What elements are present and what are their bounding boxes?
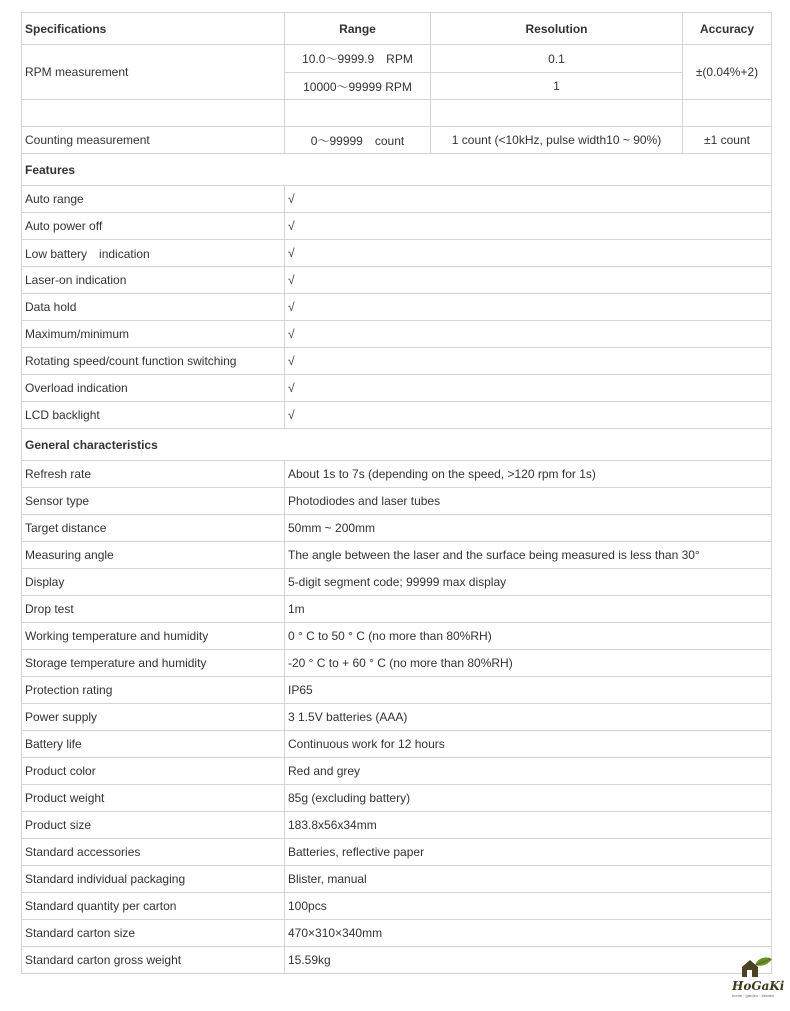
feature-label: Overload indication [22,375,285,402]
general-row [22,569,772,596]
feature-row [22,402,772,429]
general-value: 0 ° C to 50 ° C (no more than 80%RH) [285,623,772,650]
logo-name: HoGaKi [732,979,785,993]
general-value: 5-digit segment code; 99999 max display [285,569,772,596]
general-label: Drop test [22,596,285,623]
general-value: 85g (excluding battery) [285,785,772,812]
blank-row [22,100,772,127]
rpm-range-1: 10.0～9999.9 RPM [285,45,431,73]
feature-label: Auto power off [22,213,285,240]
general-value: Photodiodes and laser tubes [285,488,772,515]
general-label: Product color [22,758,285,785]
general-row [22,947,772,974]
blank-cell [683,100,772,127]
feature-value: √ [285,348,772,375]
general-row [22,461,772,488]
logo-tagline: home · garden · kitchen [732,993,775,998]
general-row [22,839,772,866]
general-label: Storage temperature and humidity [22,650,285,677]
general-label: Protection rating [22,677,285,704]
feature-label: Low battery indication [22,240,285,267]
general-row [22,866,772,893]
general-value: 183.8x56x34mm [285,812,772,839]
general-value: The angle between the laser and the surface being measured is less than 30° [285,542,772,569]
general-label: Battery life [22,731,285,758]
blank-cell [22,100,285,127]
feature-row [22,240,772,267]
feature-value: √ [285,321,772,348]
general-row [22,731,772,758]
general-label: Product size [22,812,285,839]
feature-label: Data hold [22,294,285,321]
feature-value: √ [285,402,772,429]
general-row [22,893,772,920]
feature-label: Auto range [22,186,285,213]
feature-row [22,294,772,321]
feature-value: √ [285,213,772,240]
feature-value: √ [285,267,772,294]
general-value: 15.59kg [285,947,772,974]
general-row [22,488,772,515]
feature-row [22,213,772,240]
general-label: Standard carton size [22,920,285,947]
general-value: Batteries, reflective paper [285,839,772,866]
counting-accuracy: ±1 count [683,127,772,154]
rpm-row-1 [22,45,772,73]
features-title: Features [22,154,772,186]
general-label: Standard carton gross weight [22,947,285,974]
header-row [22,13,772,45]
header-accuracy: Accuracy [683,13,772,45]
feature-row [22,375,772,402]
general-label: Working temperature and humidity [22,623,285,650]
general-value: IP65 [285,677,772,704]
general-row [22,515,772,542]
feature-label: Laser-on indication [22,267,285,294]
feature-value: √ [285,294,772,321]
general-title: General characteristics [22,429,772,461]
general-label: Product weight [22,785,285,812]
general-value: About 1s to 7s (depending on the speed, >120 rpm for 1s) [285,461,772,488]
general-value: Blister, manual [285,866,772,893]
counting-range: 0～99999 count [285,127,431,154]
spec-table [21,12,772,974]
feature-row [22,321,772,348]
general-row [22,542,772,569]
rpm-accuracy: ±(0.04%+2) [683,45,772,100]
general-label: Sensor type [22,488,285,515]
general-value: 470×310×340mm [285,920,772,947]
general-row [22,650,772,677]
blank-cell [285,100,431,127]
general-row [22,596,772,623]
general-row [22,758,772,785]
counting-row [22,127,772,154]
rpm-range-2: 10000～99999 RPM [285,73,431,100]
hogaki-logo [728,955,788,1001]
general-value: 1m [285,596,772,623]
header-resolution: Resolution [431,13,683,45]
general-section-row [22,429,772,461]
general-row [22,677,772,704]
general-label: Standard individual packaging [22,866,285,893]
blank-cell [431,100,683,127]
feature-value: √ [285,240,772,267]
general-value: 100pcs [285,893,772,920]
counting-label: Counting measurement [22,127,285,154]
general-value: Red and grey [285,758,772,785]
feature-row [22,186,772,213]
general-label: Display [22,569,285,596]
feature-value: √ [285,186,772,213]
general-row [22,623,772,650]
rpm-label: RPM measurement [22,45,285,100]
header-specifications: Specifications [22,13,285,45]
general-value: Continuous work for 12 hours [285,731,772,758]
general-label: Target distance [22,515,285,542]
general-label: Measuring angle [22,542,285,569]
header-range: Range [285,13,431,45]
feature-label: Rotating speed/count function switching [22,348,285,375]
general-row [22,920,772,947]
feature-label: LCD backlight [22,402,285,429]
general-label: Standard quantity per carton [22,893,285,920]
general-value: 3 1.5V batteries (AAA) [285,704,772,731]
house-leaf-icon [728,955,788,981]
general-label: Standard accessories [22,839,285,866]
feature-row [22,348,772,375]
features-section-row [22,154,772,186]
counting-resolution: 1 count (<10kHz, pulse width10 ~ 90%) [431,127,683,154]
general-row [22,704,772,731]
rpm-resolution-1: 0.1 [431,45,683,73]
general-row [22,785,772,812]
general-value: 50mm ~ 200mm [285,515,772,542]
feature-value: √ [285,375,772,402]
feature-row [22,267,772,294]
general-row [22,812,772,839]
general-label: Power supply [22,704,285,731]
rpm-resolution-2: 1 [431,73,683,100]
feature-label: Maximum/minimum [22,321,285,348]
general-value: -20 ° C to + 60 ° C (no more than 80%RH) [285,650,772,677]
general-label: Refresh rate [22,461,285,488]
